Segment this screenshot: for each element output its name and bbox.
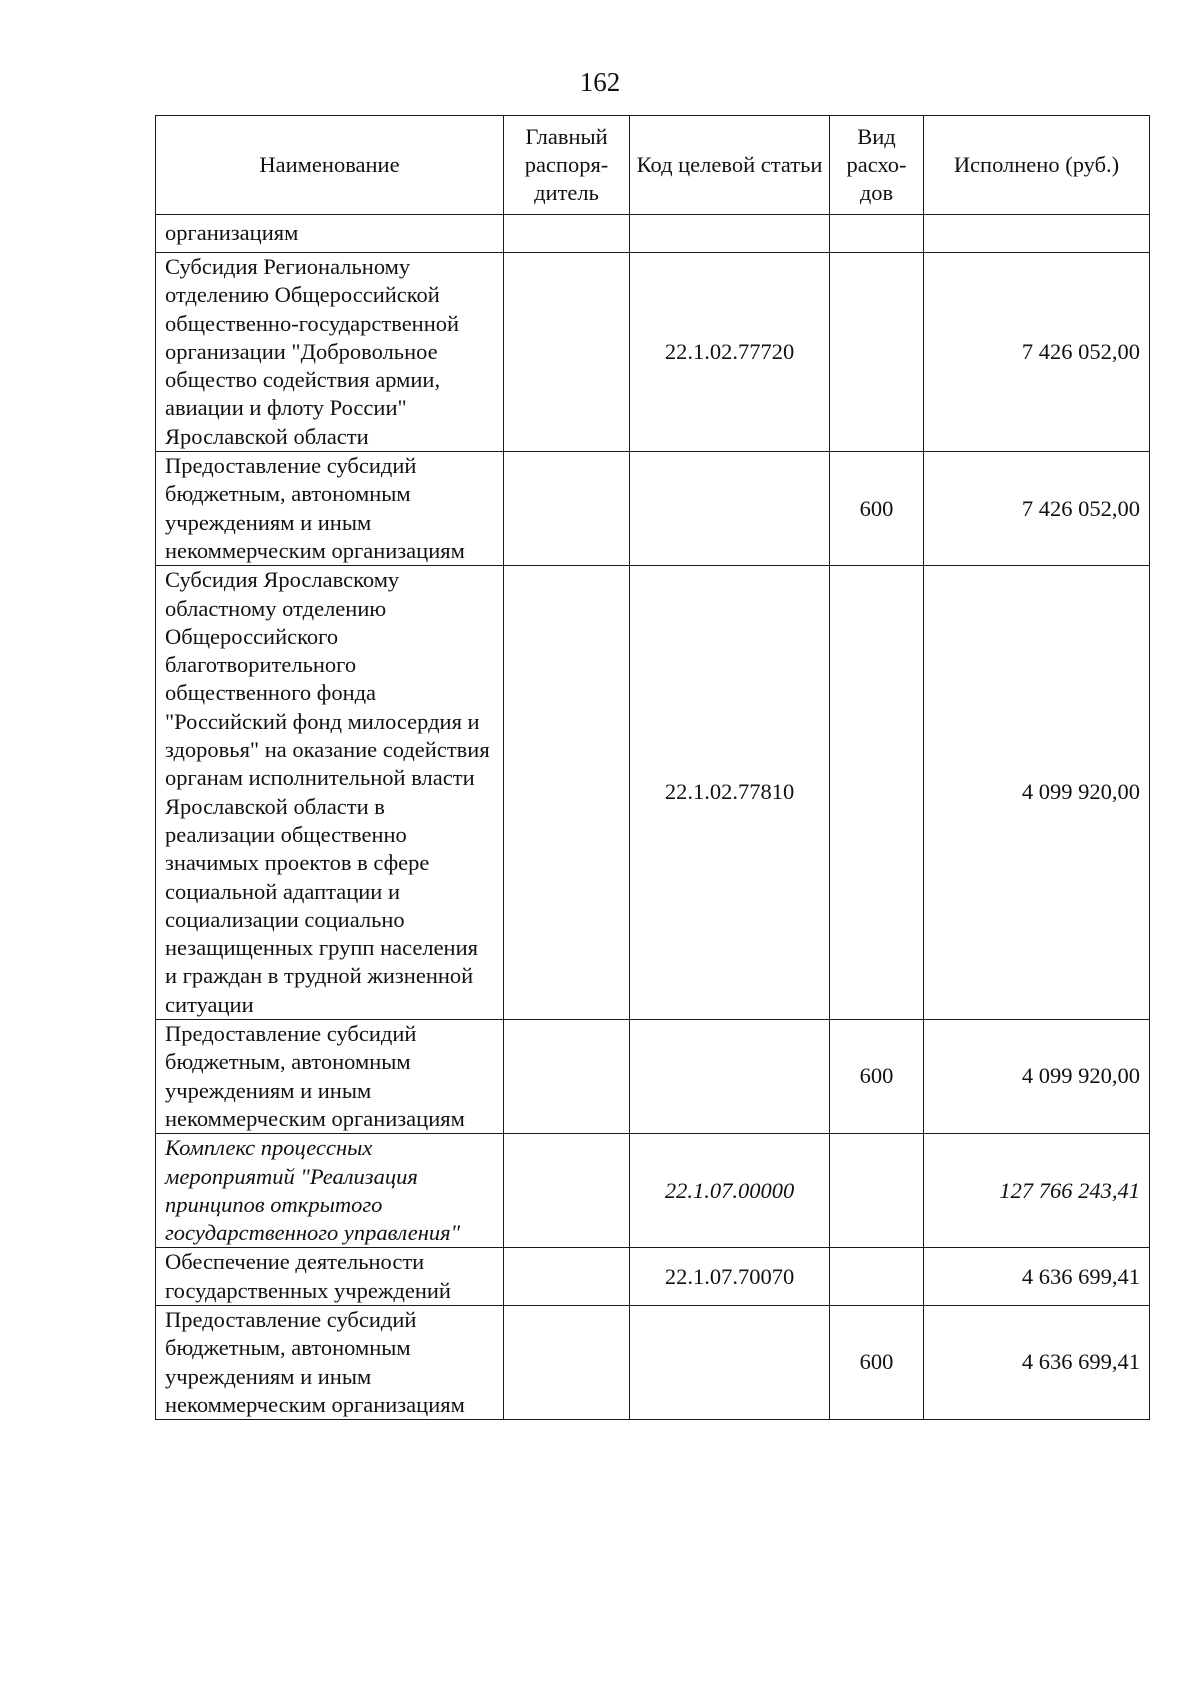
row-kind — [830, 253, 924, 452]
header-kind: Вид расхо-дов — [830, 116, 924, 215]
row-amount: 7 426 052,00 — [924, 452, 1150, 566]
row-code: 22.1.07.00000 — [630, 1134, 830, 1248]
row-code: 22.1.02.77810 — [630, 566, 830, 1020]
row-kind — [830, 215, 924, 253]
row-admin — [504, 1020, 630, 1134]
table-header-row — [156, 116, 1150, 215]
row-code: 22.1.02.77720 — [630, 253, 830, 452]
header-name: Наименование — [156, 116, 504, 215]
row-amount: 127 766 243,41 — [924, 1134, 1150, 1248]
row-amount: 4 636 699,41 — [924, 1248, 1150, 1306]
row-kind: 600 — [830, 1305, 924, 1419]
row-kind: 600 — [830, 452, 924, 566]
table-row — [156, 215, 1150, 253]
row-admin — [504, 452, 630, 566]
budget-execution-table — [155, 115, 1150, 1420]
table-row — [156, 566, 1150, 1020]
row-amount: 7 426 052,00 — [924, 253, 1150, 452]
row-code — [630, 1305, 830, 1419]
header-admin: Главный распоря-дитель — [504, 116, 630, 215]
row-name: Предоставление субсидий бюджетным, автономным учреждениям и иным некоммерческим организациям — [156, 1020, 504, 1134]
row-kind — [830, 1248, 924, 1306]
row-name: Обеспечение деятельности государственных учреждений — [156, 1248, 504, 1306]
row-admin — [504, 215, 630, 253]
row-name: организациям — [156, 215, 504, 253]
table-row — [156, 1134, 1150, 1248]
row-amount: 4 099 920,00 — [924, 566, 1150, 1020]
row-admin — [504, 566, 630, 1020]
row-code — [630, 215, 830, 253]
row-amount: 4 099 920,00 — [924, 1020, 1150, 1134]
row-kind — [830, 1134, 924, 1248]
table-row — [156, 1305, 1150, 1419]
table-row — [156, 1248, 1150, 1306]
table-row — [156, 253, 1150, 452]
row-code — [630, 1020, 830, 1134]
row-code: 22.1.07.70070 — [630, 1248, 830, 1306]
row-kind: 600 — [830, 1020, 924, 1134]
row-code — [630, 452, 830, 566]
row-admin — [504, 253, 630, 452]
row-admin — [504, 1305, 630, 1419]
row-name: Субсидия Ярославскому областному отделению Общероссийского благотворительного общественного фонда "Российский фонд милосердия и здоровья" на оказание содействия органам исполнительной власти Ярославской области в реализации общественно значимых проектов в сфере социальной адаптации и социализации социально незащищенных групп населения и граждан в трудной жизненной ситуации — [156, 566, 504, 1020]
page-number: 162 — [579, 67, 621, 97]
row-amount: 4 636 699,41 — [924, 1305, 1150, 1419]
row-admin — [504, 1134, 630, 1248]
row-kind — [830, 566, 924, 1020]
row-name: Предоставление субсидий бюджетным, автономным учреждениям и иным некоммерческим организациям — [156, 1305, 504, 1419]
row-name: Предоставление субсидий бюджетным, автономным учреждениям и иным некоммерческим организациям — [156, 452, 504, 566]
header-amount: Исполнено (руб.) — [924, 116, 1150, 215]
row-amount — [924, 215, 1150, 253]
table-row — [156, 1020, 1150, 1134]
table-row — [156, 452, 1150, 566]
row-name: Комплекс процессных мероприятий "Реализация принципов открытого государственного управления" — [156, 1134, 504, 1248]
row-admin — [504, 1248, 630, 1306]
header-code: Код целевой статьи — [630, 116, 830, 215]
row-name: Субсидия Региональному отделению Общероссийской общественно-государственной организации "Добровольное общество содействия армии, авиации и флоту России" Ярославской области — [156, 253, 504, 452]
